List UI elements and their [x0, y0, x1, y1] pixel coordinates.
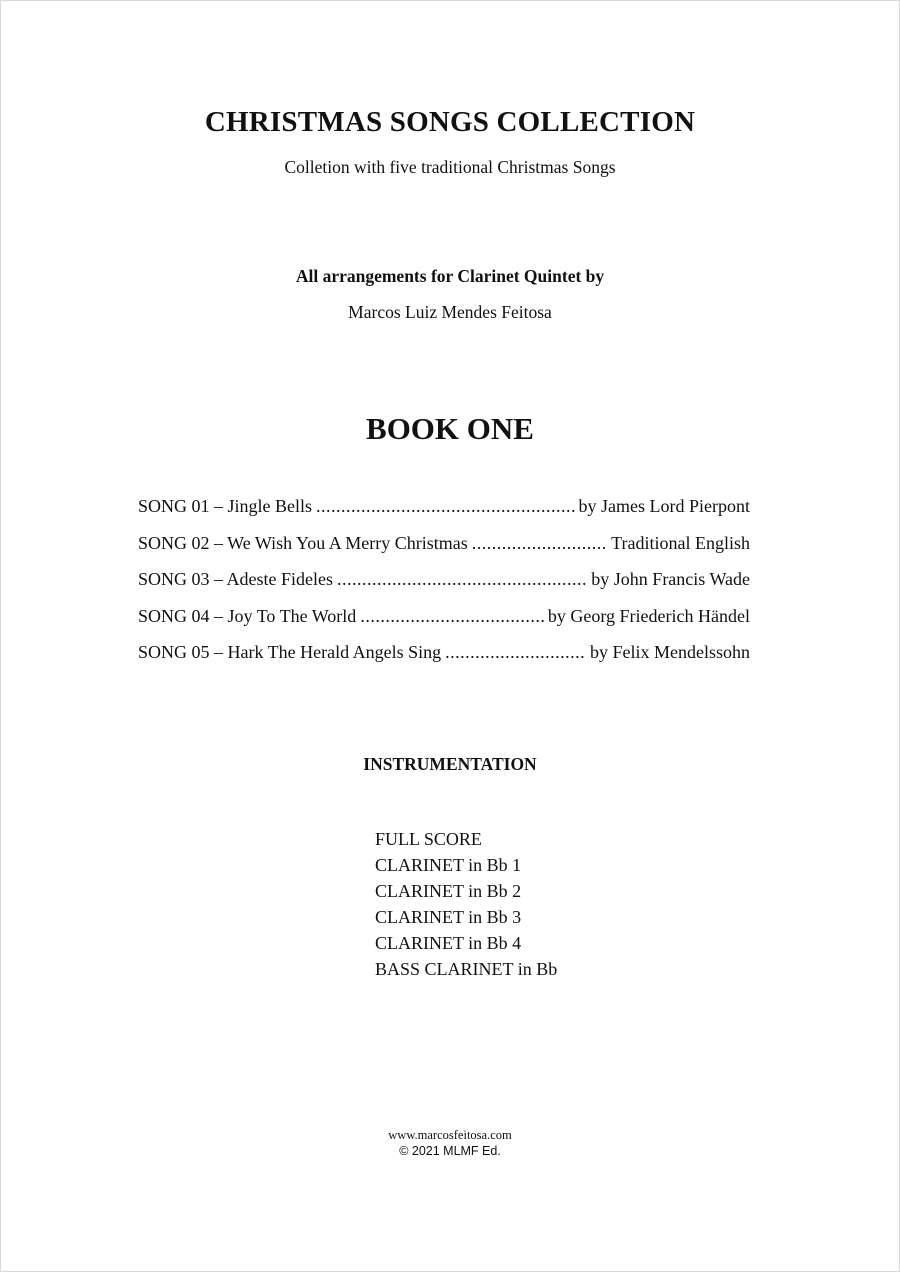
song-title: SONG 05 – Hark The Herald Angels Sing: [138, 642, 442, 662]
song-row: [138, 496, 750, 533]
song-title: SONG 01 – Jingle Bells: [138, 496, 313, 516]
arrangement-heading: All arrangements for Clarinet Quintet by: [295, 266, 605, 286]
dot-leader: [316, 496, 575, 517]
dot-leader: [472, 533, 607, 554]
document-subtitle: Colletion with five traditional Christmas Songs: [284, 157, 616, 177]
dot-leader: [337, 569, 587, 590]
song-row: [138, 606, 750, 643]
instrument-item: CLARINET in Bb 2: [375, 881, 522, 901]
footer-copyright: © 2021 MLMF Ed.: [399, 1144, 501, 1158]
book-title: BOOK ONE: [366, 411, 534, 446]
song-list: [138, 496, 750, 679]
instrumentation-heading: INSTRUMENTATION: [363, 754, 537, 774]
song-composer: by Felix Mendelssohn: [590, 642, 750, 662]
instrument-item: BASS CLARINET in Bb: [375, 959, 558, 979]
song-title: SONG 03 – Adeste Fideles: [138, 569, 333, 589]
song-row: [138, 569, 750, 606]
song-composer: by Georg Friederich Händel: [547, 605, 750, 626]
song-composer: Traditional English: [611, 532, 750, 553]
footer-website: www.marcosfeitosa.com: [388, 1128, 512, 1142]
instrument-item: FULL SCORE: [375, 829, 482, 849]
instrumentation-list: [375, 826, 557, 982]
song-composer: by John Francis Wade: [591, 569, 750, 589]
instrument-item: CLARINET in Bb 4: [375, 933, 522, 953]
song-composer: by James Lord Pierpont: [578, 496, 750, 516]
instrument-item: CLARINET in Bb 1: [375, 855, 522, 875]
song-title: SONG 02 – We Wish You A Merry Christmas: [138, 532, 468, 553]
song-row: [138, 642, 750, 679]
dot-leader: [445, 642, 586, 663]
song-row: [138, 533, 750, 570]
dot-leader: [360, 606, 544, 627]
instrument-item: CLARINET in Bb 3: [375, 907, 522, 927]
arranger-name: Marcos Luiz Mendes Feitosa: [348, 302, 552, 322]
song-title: SONG 04 – Joy To The World: [138, 605, 357, 626]
document-title: CHRISTMAS SONGS COLLECTION: [204, 106, 696, 138]
